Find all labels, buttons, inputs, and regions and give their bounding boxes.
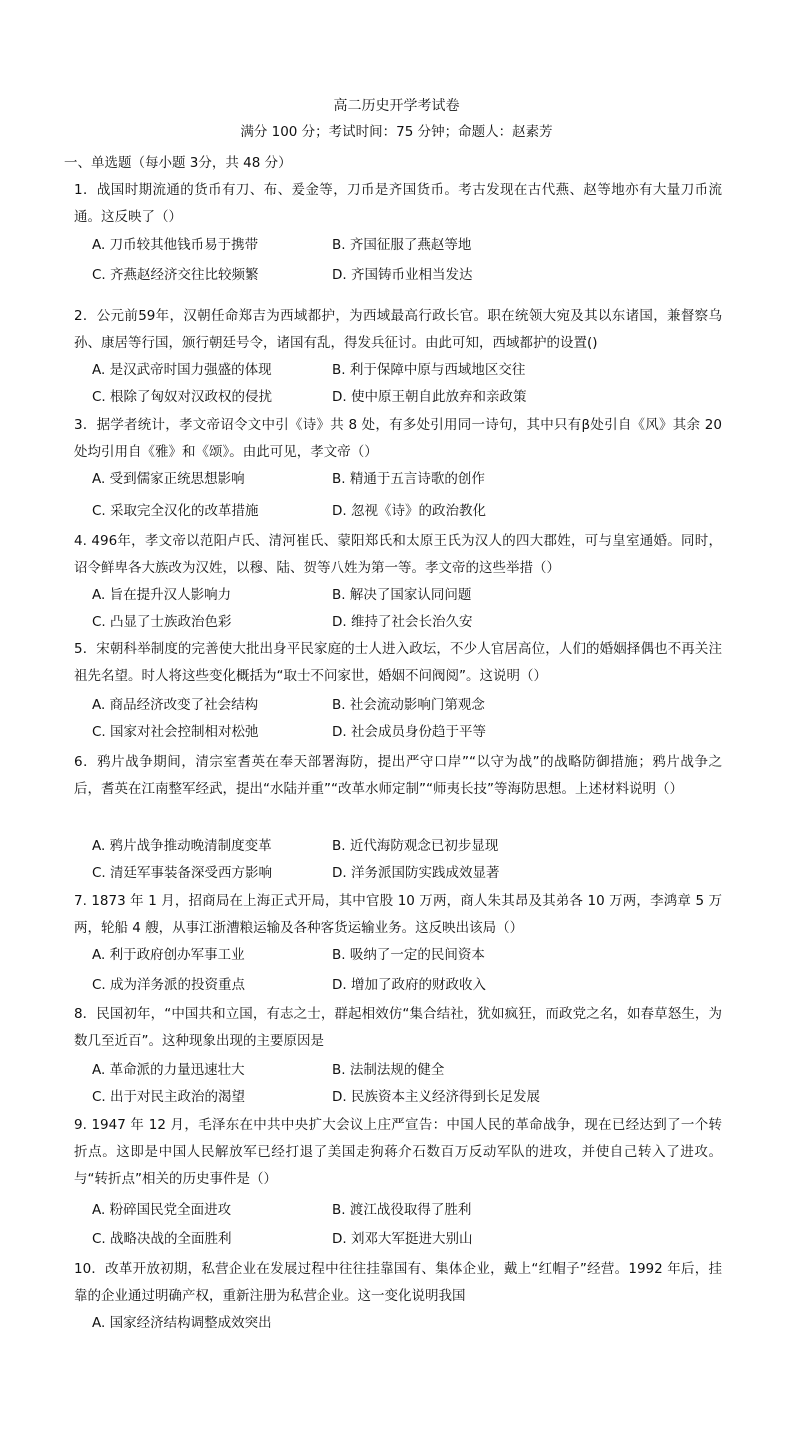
question-8-option-b: B. 法制法规的健全 <box>332 1062 445 1078</box>
question-2-option-c: C. 根除了匈奴对汉政权的侵扰 <box>92 389 273 405</box>
question-4-option-a: A. 旨在提升汉人影响力 <box>92 587 232 603</box>
question-6-option-c: C. 清廷军事装备深受西方影响 <box>92 865 273 881</box>
question-6-option-d: D. 洋务派国防实践成效显著 <box>332 865 500 881</box>
question-4-option-d: D. 维持了社会长治久安 <box>332 614 473 630</box>
question-4-option-b: B. 解决了国家认同问题 <box>332 587 472 603</box>
question-2-stem: 2．公元前59年，汉朝任命郑吉为西域都护，为西域最高行政长官。职在统领大宛及其以东诸国，兼督察乌孙、康居等行国，颁行朝廷号令，诸国有乱，得发兵征讨。由此可知，西域都护的设置() <box>74 308 722 351</box>
question-8-option-d: D. 民族资本主义经济得到长足发展 <box>332 1089 540 1105</box>
question-1-option-c: C. 齐燕赵经济交往比较频繁 <box>92 267 259 283</box>
question-7-option-b: B. 吸纳了一定的民间资本 <box>332 947 485 963</box>
question-3-option-a: A. 受到儒家正统思想影响 <box>92 471 245 487</box>
question-5-option-b: B. 社会流动影响门第观念 <box>332 697 485 713</box>
question-3-option-b: B. 精通于五言诗歌的创作 <box>332 471 485 487</box>
question-1-option-b: B. 齐国征服了燕赵等地 <box>332 237 472 253</box>
question-7-option-d: D. 增加了政府的财政收入 <box>332 977 486 993</box>
question-10-stem: 10．改革开放初期，私营企业在发展过程中往往挂靠国有、集体企业，戴上“红帽子”经营。1992 年后，挂靠的企业通过明确产权，重新注册为私营企业。这一变化说明我国 <box>74 1261 722 1304</box>
question-8-stem: 8．民国初年，“中国共和立国，有志之士，群起相效仿“集合结社，犹如疯狂，而政党之名，如春草怒生，为数几至近百”。这种现象出现的主要原因是 <box>74 1006 722 1049</box>
question-4-stem: 4. 496年，孝文帝以范阳卢氏、清河崔氏、蒙阳郑氏和太原王氏为汉人的四大郡姓，可与皇室通婚。同时，诏令鲜卑各大族改为汉姓，以穆、陆、贺等八姓为第一等。孝文帝的这些举措（） <box>74 533 722 576</box>
question-8-option-c: C. 出于对民主政治的渴望 <box>92 1089 246 1105</box>
question-5-option-c: C. 国家对社会控制相对松弛 <box>92 724 259 740</box>
question-3-stem: 3．据学者统计，孝文帝诏令文中引《诗》共 8 处，有多处引用同一诗句，其中只有β处引自《风》其余 20 处均引用自《雅》和《颂》。由此可见，孝文帝（） <box>74 417 722 460</box>
question-5-stem: 5．宋朝科举制度的完善使大批出身平民家庭的士人进入政坛，不少人官居高位，人们的婚姻择偶也不再关注祖先名望。时人将这些变化概括为“取士不问家世，婚姻不问阀阅”。这说明（） <box>74 641 722 684</box>
question-9-option-a: A. 粉碎国民党全面进攻 <box>92 1202 232 1218</box>
question-9-stem: 9. 1947 年 12 月，毛泽东在中共中央扩大会议上庄严宣告：中国人民的革命战争，现在已经达到了一个转折点。这即是中国人民解放军已经打退了美国走狗蒋介石数百万反动军队的进攻，并使自己转入了进攻。与“转折点”相关的历史事件是（） <box>74 1117 722 1187</box>
question-7-option-a: A. 利于政府创办军事工业 <box>92 947 245 963</box>
exam-subtitle: 满分 100 分；考试时间：75 分钟；命题人：赵素芳 <box>240 124 553 140</box>
question-7-stem: 7. 1873 年 1 月，招商局在上海正式开局，其中官股 10 万两，商人朱其昂及其弟各 10 万两，李鸿章 5 万两，轮船 4 艘，从事江浙漕粮运输及各种客货运输业务。这反映出该局（） <box>74 893 722 936</box>
question-3-option-d: D. 忽视《诗》的政治教化 <box>332 503 486 519</box>
question-9-option-c: C. 战略决战的全面胜利 <box>92 1231 232 1247</box>
question-1-option-d: D. 齐国铸币业相当发达 <box>332 267 473 283</box>
question-10-option-a: A. 国家经济结构调整成效突出 <box>92 1315 272 1331</box>
question-9-option-d: D. 刘邓大军挺进大别山 <box>332 1231 473 1247</box>
question-8-option-a: A. 革命派的力量迅速壮大 <box>92 1062 245 1078</box>
question-9-option-b: B. 渡江战役取得了胜利 <box>332 1202 472 1218</box>
section-heading: 一、单选题（每小题 3分，共 48 分） <box>64 155 292 171</box>
question-3-option-c: C. 采取完全汉化的改革措施 <box>92 503 259 519</box>
question-2-option-a: A. 是汉武帝时国力强盛的体现 <box>92 362 272 378</box>
question-1-option-a: A. 刀币较其他钱币易于携带 <box>92 237 259 253</box>
question-5-option-a: A. 商品经济改变了社会结构 <box>92 697 259 713</box>
question-6-stem: 6．鸦片战争期间，清宗室耆英在奉天部署海防，提出严守口岸”“以守为战”的战略防御措施；鸦片战争之后，耆英在江南整军经武，提出“水陆并重”“改革水师定制”“师夷长技”等海防思想。上述材料说明（） <box>74 754 722 797</box>
question-2-option-b: B. 利于保障中原与西域地区交往 <box>332 362 526 378</box>
question-6-option-b: B. 近代海防观念已初步显现 <box>332 838 499 854</box>
question-5-option-d: D. 社会成员身份趋于平等 <box>332 724 486 740</box>
question-7-option-c: C. 成为洋务派的投资重点 <box>92 977 246 993</box>
question-4-option-c: C. 凸显了士族政治色彩 <box>92 614 232 630</box>
question-1-stem: 1．战国时期流通的货币有刀、布、爰金等，刀币是齐国货币。考古发现在古代燕、赵等地亦有大量刀币流通。这反映了（） <box>74 182 722 225</box>
question-2-option-d: D. 使中原王朝自此放弃和亲政策 <box>332 389 527 405</box>
question-6-option-a: A. 鸦片战争推动晚清制度变革 <box>92 838 272 854</box>
exam-title: 高二历史开学考试卷 <box>333 98 460 114</box>
